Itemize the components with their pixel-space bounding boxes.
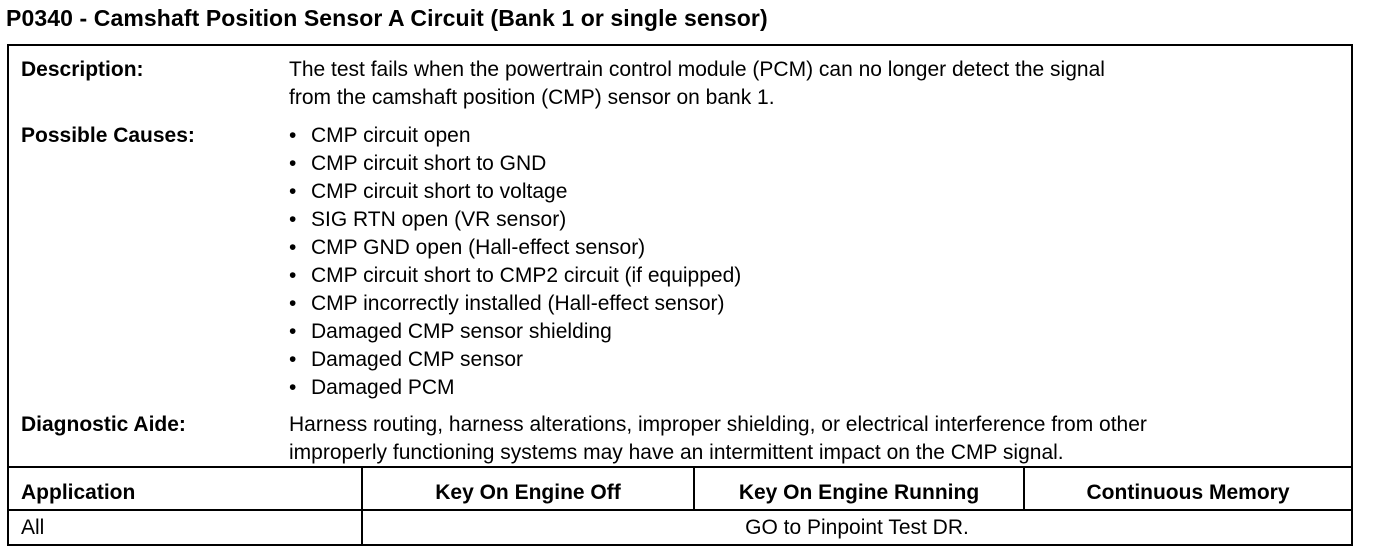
description-line: The test fails when the powertrain control module (PCM) can no longer detect the signal	[289, 58, 1105, 81]
cause-item: • CMP incorrectly installed (Hall-effect sensor)	[289, 290, 741, 318]
diagnostic-aide-label: Diagnostic Aide:	[21, 413, 186, 436]
cause-item: • CMP circuit short to voltage	[289, 178, 741, 206]
table-cell-application: All	[21, 516, 45, 539]
description-text	[289, 56, 1105, 112]
cause-item: • SIG RTN open (VR sensor)	[289, 206, 741, 234]
description-label: Description:	[21, 58, 144, 81]
dtc-info-box	[7, 44, 1353, 546]
cause-item: • Damaged CMP sensor	[289, 346, 741, 374]
table-top-rule	[9, 466, 1351, 468]
table-header-continuous-memory: Continuous Memory	[1086, 481, 1290, 504]
table-header-koeo: Key On Engine Off	[435, 481, 621, 504]
cause-item: • CMP circuit open	[289, 122, 741, 150]
cause-item: • Damaged PCM	[289, 374, 741, 402]
table-header-application: Application	[21, 481, 136, 504]
diagnostic-aide-line: improperly functioning systems may have an intermittent impact on the CMP signal.	[289, 441, 1064, 464]
cause-item: • CMP GND open (Hall-effect sensor)	[289, 234, 741, 262]
possible-causes-label: Possible Causes:	[21, 124, 195, 147]
page-title: P0340 - Camshaft Position Sensor A Circuit (Bank 1 or single sensor)	[6, 5, 768, 31]
table-cell-action: GO to Pinpoint Test DR.	[745, 516, 969, 539]
cause-item: • CMP circuit short to CMP2 circuit (if equipped)	[289, 262, 741, 290]
description-line: from the camshaft position (CMP) sensor on bank 1.	[289, 86, 775, 109]
table-header-koer: Key On Engine Running	[738, 481, 980, 504]
cause-item: • CMP circuit short to GND	[289, 150, 741, 178]
diagnostic-aide-text	[289, 411, 1147, 467]
diagnostic-aide-line: Harness routing, harness alterations, improper shielding, or electrical interference from other	[289, 413, 1147, 436]
possible-causes-list	[289, 122, 741, 402]
cause-item: • Damaged CMP sensor shielding	[289, 318, 741, 346]
